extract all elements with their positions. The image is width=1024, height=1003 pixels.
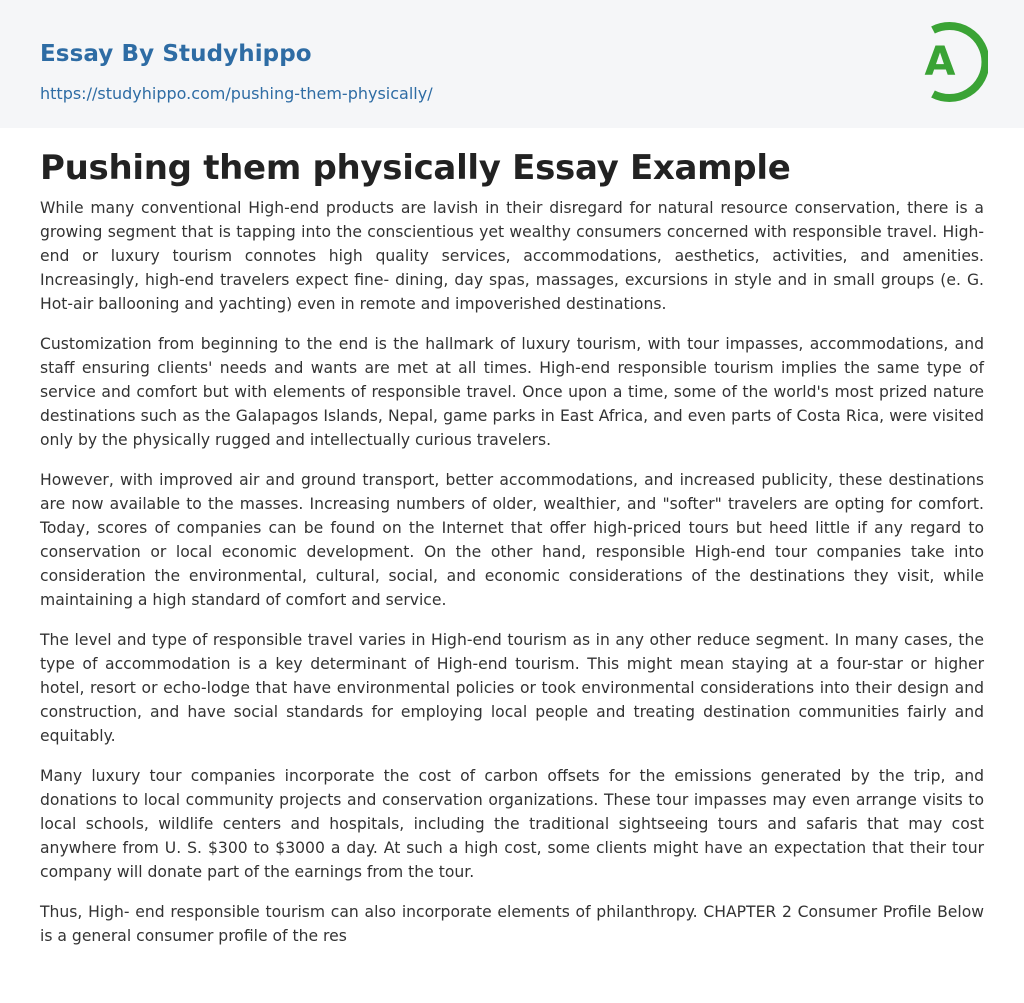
studyhippo-logo-icon[interactable] (910, 18, 988, 106)
logo-letter: A (924, 39, 956, 85)
paragraph: However, with improved air and ground transport, better accommodations, and increased publicity, these destinations are now available to the masses. Increasing numbers of older, wealthier, and "softer" travelers are opting for comfort. Today, scores of companies can be found on the Internet that offer high-priced tours but heed little if any regard to conservation or local economic development. On the other hand, responsible High-end tour companies take into consideration the environmental, cultural, social, and economic considerations of the destinations they visit, while maintaining a high standard of comfort and service. (40, 471, 984, 609)
paragraph: Many luxury tour companies incorporate the cost of carbon offsets for the emissions generated by the trip, and donations to local community projects and conservation organizations. These tour impasses may even arrange visits to local schools, wildlife centers and hospitals, including the traditional sightseeing tours and safaris that may cost anywhere from U. S. $300 to $3000 a day. At such a high cost, some clients might have an expectation that their tour company will donate part of the earnings from the tour. (40, 767, 984, 881)
paragraph: Customization from beginning to the end is the hallmark of luxury tourism, with tour impasses, accommodations, and staff ensuring clients' needs and wants are met at all times. High-end responsible tourism implies the same type of service and comfort but with elements of responsible travel. Once upon a time, some of the world's most prized nature destinations such as the Galapagos Islands, Nepal, game parks in East Africa, and even parts of Costa Rica, were visited only by the physically rugged and intellectually curious travelers. (40, 335, 984, 449)
essay-url-link[interactable]: https://studyhippo.com/pushing-them-physically/ (40, 84, 433, 103)
paragraph: The level and type of responsible travel varies in High-end tourism as in any other reduce segment. In many cases, the type of accommodation is a key determinant of High-end tourism. This might mean staying at a four-star or higher hotel, resort or echo-lodge that have environmental policies or took environmental considerations into their design and construction, and have social standards for employing local people and treating destination communities fairly and equitably. (40, 631, 984, 745)
site-header (0, 0, 1024, 128)
paragraph: While many conventional High-end products are lavish in their disregard for natural resource conservation, there is a growing segment that is tapping into the conscientious yet wealthy consumers concerned with responsible travel. High-end or luxury tourism connotes high quality services, accommodations, aesthetics, activities, and amenities. Increasingly, high-end travelers expect fine- dining, day spas, massages, excursions in style and in small groups (e. G. Hot-air ballooning and yachting) even in remote and impoverished destinations. (40, 199, 984, 313)
brand-title[interactable]: Essay By Studyhippo (40, 41, 312, 67)
article (40, 146, 984, 964)
page-title: Pushing them physically Essay Example (40, 148, 791, 188)
paragraph: Thus, High- end responsible tourism can also incorporate elements of philanthropy. CHAPTER 2 Consumer Profile Below is a general consumer profile of the res (40, 903, 984, 945)
